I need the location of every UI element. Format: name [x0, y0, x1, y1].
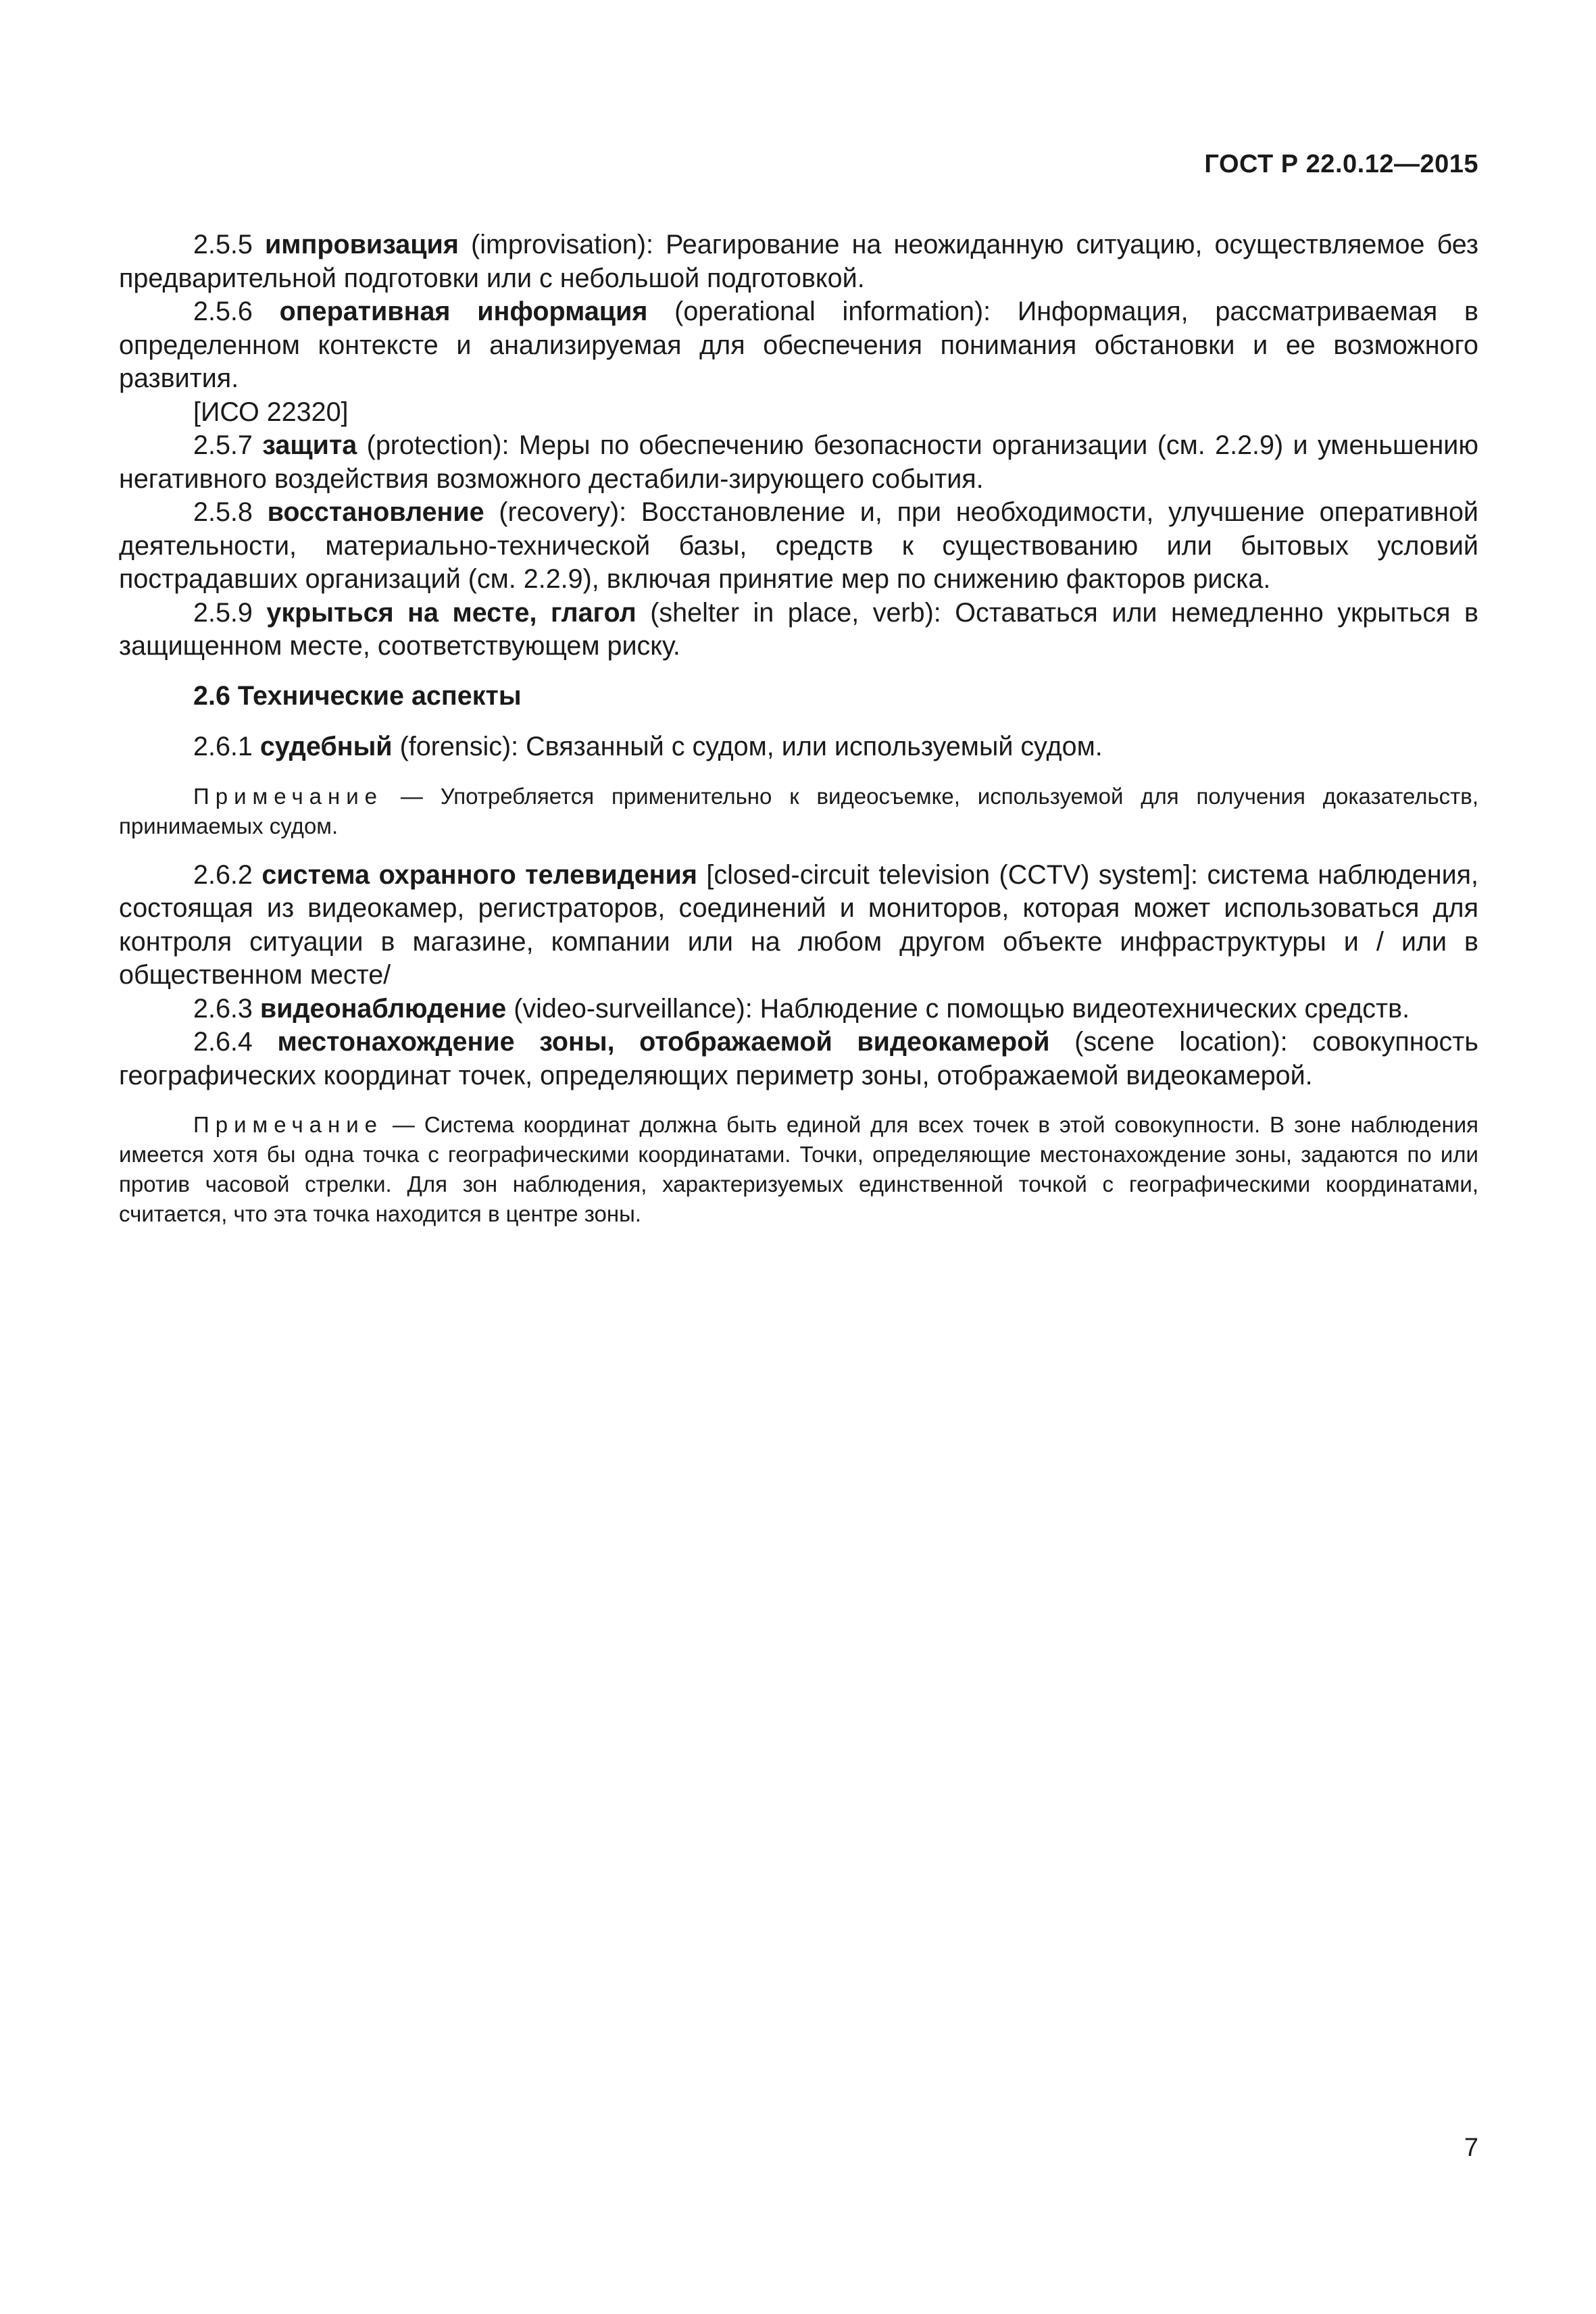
entry-2-6-3: [119, 992, 1478, 1026]
entry-number: 2.5.5: [193, 230, 253, 259]
page-number: 7: [1464, 2134, 1478, 2162]
document-code: ГОСТ Р 22.0.12—2015: [1204, 150, 1478, 178]
entry-number: 2.5.9: [193, 597, 253, 628]
note-label: Примечание: [193, 783, 384, 809]
entry-definition: [closed-circuit television (CCTV) system]: система наблюдения, состоящая из видеокамер, регистраторов, соединений и мониторов, которая может использоваться для контроля ситуации в магазине, компании или на любом другом объекте инфраструктуры и / или в общественном месте/: [119, 859, 1478, 990]
entry-number: 2.6.1: [193, 732, 253, 761]
entry-2-5-6: [119, 295, 1478, 396]
entry-definition: (shelter in place, verb): Оставаться или немедленно укрыться в защищенном месте, соответствующем риску.: [119, 597, 1478, 661]
entry-term: видеонаблюдение: [259, 993, 507, 1024]
entry-2-6-2: [119, 859, 1478, 992]
entry-definition: (forensic): Связанный с судом, или используемый судом.: [392, 732, 1103, 761]
note-label: Примечание: [193, 1112, 384, 1137]
entry-number: 2.5.6: [193, 297, 253, 326]
entry-definition: (scene location): совокупность географических координат точек, определяющих периметр зоны, отображаемой видеокамерой.: [119, 1027, 1478, 1090]
note-text: — Употребляется применительно к видеосъемке, используемой для получения доказательств, принимаемых судом.: [119, 783, 1478, 838]
entry-term: укрыться на месте, глагол: [266, 597, 637, 628]
entry-term: восстановление: [267, 497, 484, 527]
entry-definition: (protection): Меры по обеспечению безопасности организации (см. 2.2.9) и уменьшению негативного воздействия возможного дестабили-зирующего события.: [119, 430, 1478, 494]
entry-term: импровизация: [265, 230, 459, 259]
entry-2-5-7: [119, 429, 1478, 496]
entry-term: оперативная информация: [279, 297, 648, 326]
entry-2-5-9: [119, 597, 1478, 663]
note-coordinates: [119, 1110, 1478, 1229]
page-body: [119, 228, 1478, 1247]
entry-term: судебный: [259, 732, 393, 761]
iso-reference: [ИСО 22320]: [193, 397, 349, 427]
entry-number: 2.5.8: [193, 497, 253, 527]
entry-term: местонахождение зоны, отображаемой видеокамерой: [277, 1027, 1050, 1057]
entry-2-5-5: [119, 228, 1478, 295]
note-text: — Система координат должна быть единой для всех точек в этой совокупности. В зоне наблюдения имеется хотя бы одна точка с географическими координатами. Точки, определяющие местонахождение зоны, задаются по или против часовой стрелки. Для зон наблюдения, характеризуемых единственной точкой с географическими координатами, считается, что эта точка находится в центре зоны.: [119, 1112, 1478, 1226]
entry-number: 2.6.4: [193, 1027, 253, 1057]
entry-number: 2.5.7: [193, 430, 253, 460]
entry-definition: (improvisation): Реагирование на неожиданную ситуацию, осуществляемое без предварительной подготовки или с небольшой подготовкой.: [119, 230, 1478, 293]
note-forensic: [119, 782, 1478, 841]
entry-term: защита: [262, 430, 357, 460]
entry-term: система охранного телевидения: [261, 859, 697, 890]
entry-2-6-1: [119, 730, 1478, 764]
entry-definition: (video-surveillance): Наблюдение с помощью видеотехнических средств.: [506, 993, 1410, 1024]
entry-definition: (recovery): Восстановление и, при необходимости, улучшение оперативной деятельности, материально-технической базы, средств к существованию или бытовых условий пострадавших организаций (см. 2.2.9), включая принятие мер по снижению факторов риска.: [119, 497, 1479, 594]
entry-number: 2.6.3: [193, 993, 253, 1024]
section-heading: 2.6 Технические аспекты: [193, 680, 522, 711]
entry-number: 2.6.2: [193, 859, 253, 890]
entry-2-5-8: [119, 496, 1478, 597]
entry-2-6-4: [119, 1026, 1478, 1092]
entry-definition: (operational information): Информация, рассматриваемая в определенном контексте и анализируемая для обеспечения понимания обстановки и ее возможного развития.: [119, 297, 1478, 393]
